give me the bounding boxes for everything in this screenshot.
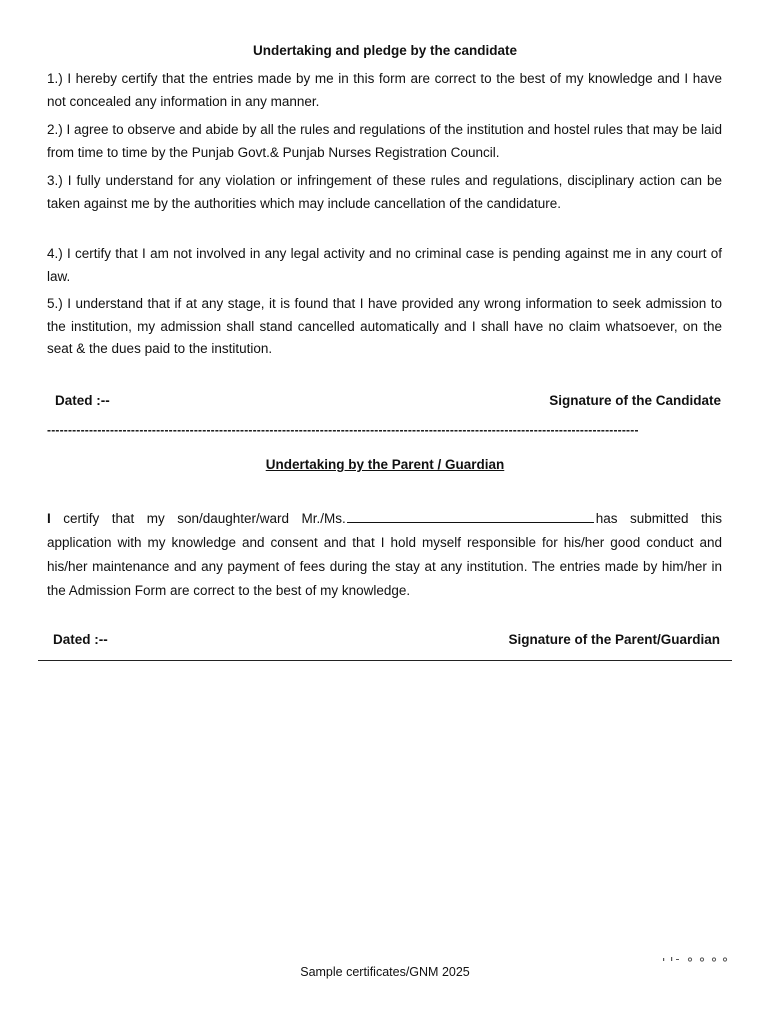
guardian-text-lead: I [47, 511, 51, 526]
guardian-undertaking-text [47, 507, 722, 603]
candidate-pledge-title: Undertaking and pledge by the candidate [252, 43, 518, 58]
pledge-item-3: 3.) I fully understand for any violation or infringement of these rules and regulations, disciplinary action can be taken against me by the authorities which may include cancellation of the candidature. [47, 173, 722, 211]
cropped-page-number-mark [662, 952, 728, 962]
guardian-dated-label: Dated :-- [53, 632, 108, 647]
guardian-text-after-blank: has submitted this application with my knowledge and consent and that I hold myself responsible for his/her good conduct and his/her maintenance and any payment of fees during the stay at any institution. The entries made by him/her in the Admission Form are correct to the best of my knowledge. [47, 511, 722, 598]
ward-name-blank[interactable] [347, 509, 594, 523]
guardian-undertaking-title-text: Undertaking by the Parent / Guardian [265, 457, 505, 472]
cut-separator-line: --------------------------------------------------------------------------------------------------------------------------------------------- [47, 424, 639, 436]
guardian-text-before-blank: certify that my son/daughter/ward Mr./Ms. [50, 511, 346, 526]
page-footer: Sample certificates/GNM 2025 [300, 965, 470, 979]
pledge-item-2: 2.) I agree to observe and abide by all the rules and regulations of the institution and hostel rules that may be laid from time to time by the Punjab Govt.& Punjab Nurses Registration Council. [47, 122, 722, 160]
guardian-signature-label: Signature of the Parent/Guardian [508, 632, 720, 647]
guardian-undertaking-title [0, 457, 770, 472]
section-divider [38, 660, 732, 661]
pledge-item-1: 1.) I hereby certify that the entries made by me in this form are correct to the best of my knowledge and I have not concealed any information in any manner. [47, 71, 722, 109]
pledge-item-5: 5.) I understand that if at any stage, it is found that I have provided any wrong information to seek admission to the institution, my admission shall stand cancelled automatically and I shall have no claim whatsoever, on the seat & the dues paid to the institution. [47, 296, 722, 356]
pledge-item-4: 4.) I certify that I am not involved in any legal activity and no criminal case is pending against me in any court of law. [47, 246, 722, 284]
candidate-signature-label: Signature of the Candidate [549, 393, 721, 408]
candidate-dated-label: Dated :-- [55, 393, 110, 408]
